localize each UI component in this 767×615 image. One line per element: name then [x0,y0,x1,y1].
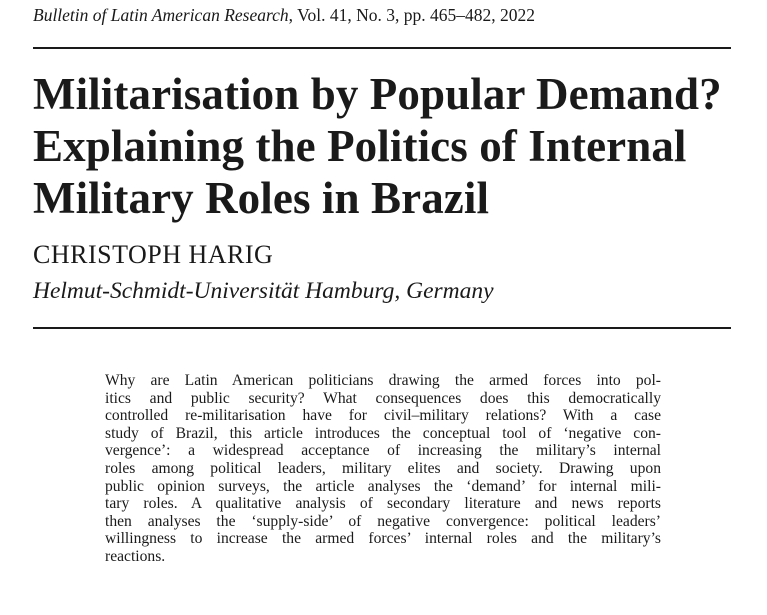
abstract-line: itics and public security? What consequences does this democratically [105,389,661,407]
abstract-line: vergence’: a widespread acceptance of increasing the military’s internal [105,442,661,460]
article-title [33,68,753,224]
abstract [105,372,661,566]
journal-citation [33,4,535,26]
title-line: Military Roles in Brazil [33,173,490,223]
abstract-line: roles among political leaders, military elites and society. Drawing upon [105,459,661,477]
author-affiliation: Helmut-Schmidt-Universität Hamburg, Germany [33,278,494,304]
journal-name: Bulletin of Latin American Research [33,5,289,25]
author-name: CHRISTOPH HARIG [33,240,274,269]
abstract-line: then analyses the ‘supply-side’ of negative convergence: political leaders’ [105,512,661,530]
header-rule [33,47,731,49]
title-block-rule [33,327,731,329]
abstract-line: public opinion surveys, the article analyses the ‘demand’ for internal mili- [105,477,661,495]
title-line: Explaining the Politics of Internal [33,121,687,171]
abstract-line: reactions. [105,547,166,565]
abstract-line: tary roles. A qualitative analysis of secondary literature and news reports [105,495,661,513]
abstract-line: study of Brazil, this article introduces the conceptual tool of ‘negative con- [105,424,661,442]
title-line: Militarisation by Popular Demand? [33,69,722,119]
abstract-line: Why are Latin American politicians drawing the armed forces into pol- [105,372,661,389]
abstract-line: controlled re-militarisation have for civil–military relations? With a case [105,407,661,425]
journal-details: , Vol. 41, No. 3, pp. 465–482, 2022 [288,5,535,25]
abstract-line: willingness to increase the armed forces’ internal roles and the military’s [105,530,661,548]
